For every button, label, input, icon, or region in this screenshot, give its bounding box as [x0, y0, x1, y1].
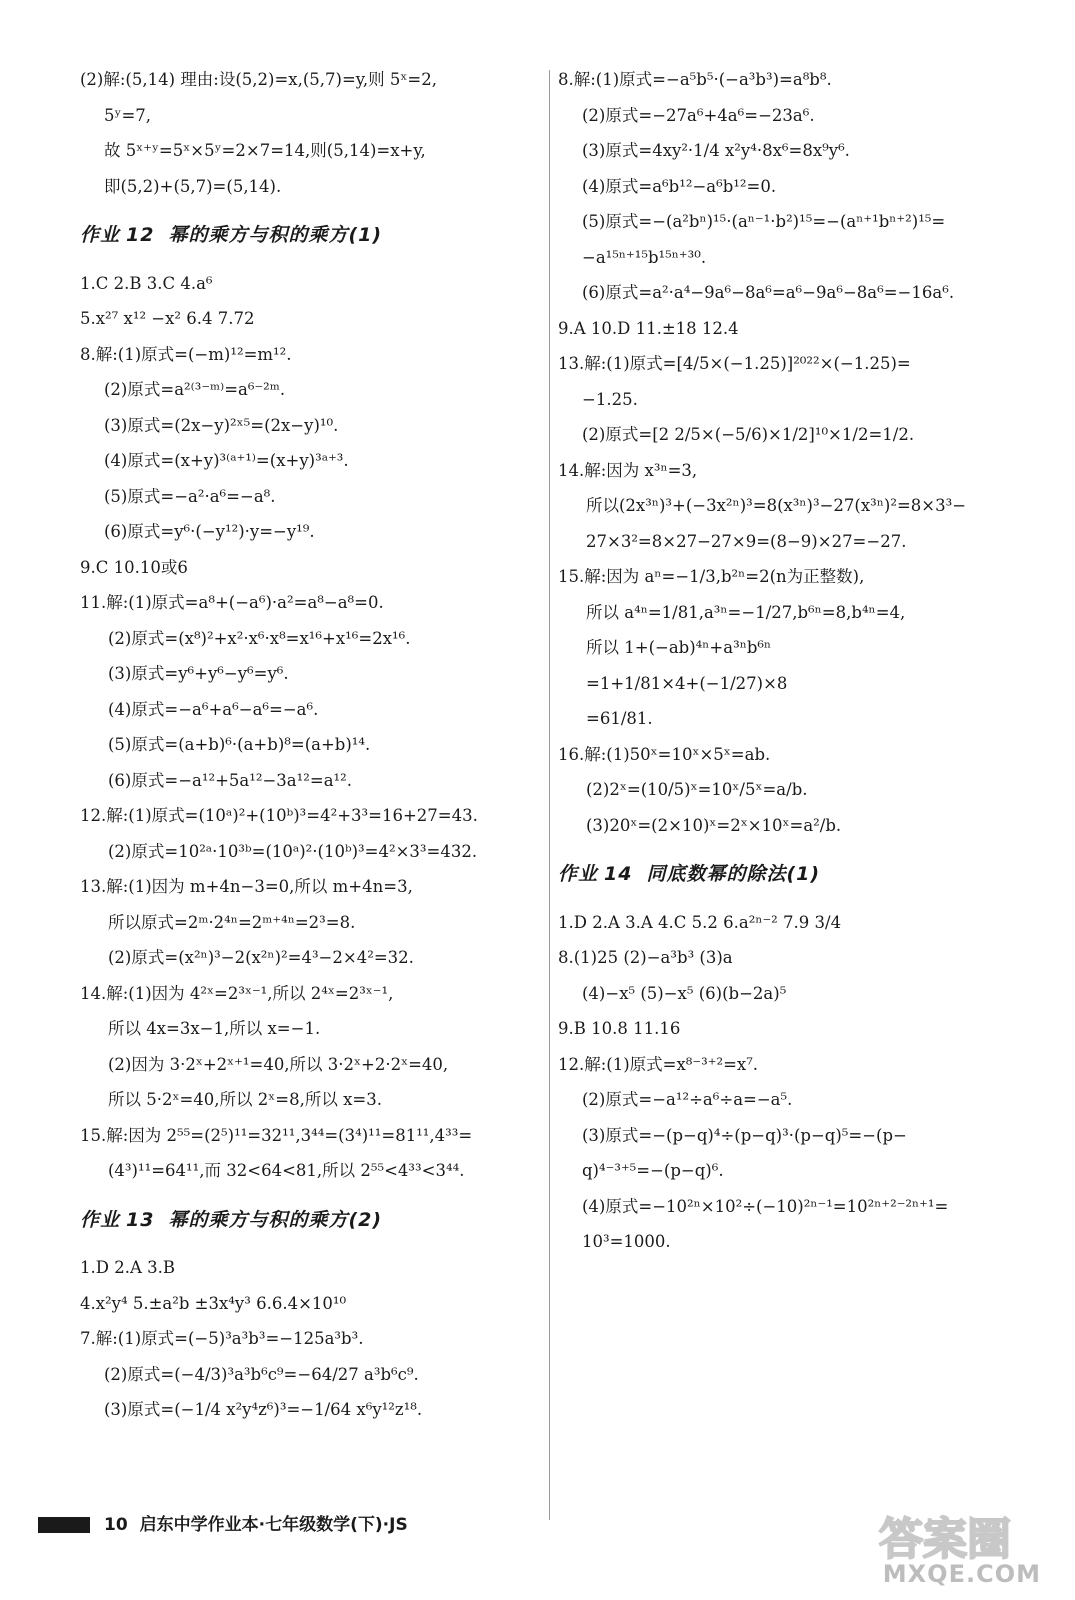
answer-line: 8.解:(1)原式=(−m)¹²=m¹².	[80, 344, 292, 364]
answer-line: 1.C 2.B 3.C 4.a⁶	[80, 273, 213, 293]
section-heading-14	[558, 857, 1028, 893]
answer-line: (2)原式=−a¹²÷a⁶÷a=−a⁵.	[582, 1090, 793, 1109]
section-title: 同底数幂的除法(1)	[646, 863, 821, 885]
section-heading-12	[80, 218, 550, 254]
answer-line: 14.解:因为 x³ⁿ=3,	[558, 460, 698, 480]
answer-line: 1.D 2.A 3.A 4.C 5.2 6.a²ⁿ⁻² 7.9 3/4	[558, 912, 842, 932]
answer-line: 9.B 10.8 11.16	[558, 1019, 681, 1038]
answer-line: 故 5ˣ⁺ʸ=5ˣ×5ʸ=2×7=14,则(5,14)=x+y,	[104, 141, 426, 160]
left-column	[80, 62, 550, 1428]
answer-line: 5.x²⁷ x¹² −x² 6.4 7.72	[80, 309, 255, 328]
answer-line: 4.x²y⁴ 5.±a²b ±3x⁴y³ 6.6.4×10¹⁰	[80, 1293, 347, 1313]
answer-line: 所以 1+(−ab)⁴ⁿ+a³ⁿb⁶ⁿ	[586, 638, 772, 657]
answer-line: (4)原式=−a⁶+a⁶−a⁶=−a⁶.	[108, 699, 319, 719]
answer-line: (3)原式=4xy²·1/4 x²y⁴·8x⁶=8x⁹y⁶.	[582, 141, 850, 160]
column-divider	[549, 70, 550, 1520]
answer-line: 所以原式=2ᵐ·2⁴ⁿ=2ᵐ⁺⁴ⁿ=2³=8.	[108, 912, 356, 932]
watermark-logo-text: 答案圈	[879, 1514, 1011, 1565]
answer-line: =1+1/81×4+(−1/27)×8	[586, 673, 788, 693]
section-heading-13	[80, 1203, 550, 1239]
answer-line: 5ʸ=7,	[104, 105, 152, 125]
answer-line: 所以 a⁴ⁿ=1/81,a³ⁿ=−1/27,b⁶ⁿ=8,b⁴ⁿ=4,	[586, 602, 906, 622]
answer-line: 9.A 10.D 11.±18 12.4	[558, 318, 739, 338]
answer-line: (5)原式=−(a²bⁿ)¹⁵·(aⁿ⁻¹·b²)¹⁵=−(aⁿ⁺¹bⁿ⁺²)¹⁵=	[582, 212, 946, 231]
answer-line: (2)因为 3·2ˣ+2ˣ⁺¹=40,所以 3·2ˣ+2·2ˣ=40,	[108, 1054, 449, 1074]
answer-line: (2)解:(5,14) 理由:设(5,2)=x,(5,7)=y,则 5ˣ=2,	[80, 70, 437, 89]
answer-line: 14.解:(1)因为 4²ˣ=2³ˣ⁻¹,所以 2⁴ˣ=2³ˣ⁻¹,	[80, 983, 394, 1003]
answer-line: 12.解:(1)原式=x⁸⁻³⁺²=x⁷.	[558, 1054, 759, 1074]
section-number: 13	[126, 1208, 155, 1231]
answer-line: (3)原式=y⁶+y⁶−y⁶=y⁶.	[108, 664, 289, 683]
answer-line: q)⁴⁻³⁺⁵=−(p−q)⁶.	[582, 1161, 724, 1180]
section-title: 幂的乘方与积的乘方(2)	[168, 1208, 383, 1231]
answer-line: 15.解:因为 2⁵⁵=(2⁵)¹¹=32¹¹,3⁴⁴=(3⁴)¹¹=81¹¹,4³³=	[80, 1125, 473, 1145]
right-column	[558, 62, 1028, 1260]
book-title: 启东中学作业本·七年级数学(下)·JS	[139, 1515, 408, 1535]
answer-line: (3)20ˣ=(2×10)ˣ=2ˣ×10ˣ=a²/b.	[586, 815, 842, 835]
answer-line: (2)原式=(−4/3)³a³b⁶c⁹=−64/27 a³b⁶c⁹.	[104, 1364, 419, 1384]
answer-line: (2)原式=[2 2/5×(−5/6)×1/2]¹⁰×1/2=1/2.	[582, 425, 915, 444]
answer-line: (4)−x⁵ (5)−x⁵ (6)(b−2a)⁵	[582, 983, 787, 1003]
section-number: 12	[126, 224, 155, 246]
section-label: 作业	[80, 224, 121, 246]
answer-line: 13.解:(1)因为 m+4n−3=0,所以 m+4n=3,	[80, 877, 413, 896]
answer-line: (4)原式=−10²ⁿ×10²÷(−10)²ⁿ⁻¹=10²ⁿ⁺²⁻²ⁿ⁺¹=	[582, 1196, 949, 1216]
answer-line: (5)原式=−a²·a⁶=−a⁸.	[104, 486, 276, 506]
answer-line: (6)原式=a²·a⁴−9a⁶−8a⁶=a⁶−9a⁶−8a⁶=−16a⁶.	[582, 283, 955, 302]
answer-line: 13.解:(1)原式=[4/5×(−1.25)]²⁰²²×(−1.25)=	[558, 354, 911, 373]
answer-line: (4)原式=(x+y)³⁽ᵃ⁺¹⁾=(x+y)³ᵃ⁺³.	[104, 451, 349, 470]
answer-line: 所以(2x³ⁿ)³+(−3x²ⁿ)³=8(x³ⁿ)³−27(x³ⁿ)²=8×3³−	[586, 496, 967, 515]
answer-line: 所以 5·2ˣ=40,所以 2ˣ=8,所以 x=3.	[108, 1090, 382, 1109]
page-number: 10	[104, 1515, 128, 1535]
footer-bar	[38, 1517, 90, 1533]
answer-line: 8.解:(1)原式=−a⁵b⁵·(−a³b³)=a⁸b⁸.	[558, 70, 832, 89]
answer-line: (4)原式=a⁶b¹²−a⁶b¹²=0.	[582, 176, 777, 196]
answer-line: =61/81.	[586, 709, 653, 728]
answer-line: 9.C 10.10或6	[80, 557, 188, 577]
answer-line: 27×3²=8×27−27×9=(8−9)×27=−27.	[586, 531, 907, 551]
answer-line: (2)原式=10²ᵃ·10³ᵇ=(10ᵃ)²·(10ᵇ)³=4²×3³=432.	[108, 841, 478, 861]
answer-line: −1.25.	[582, 389, 638, 409]
answer-line: (3)原式=(2x−y)²ˣ⁵=(2x−y)¹⁰.	[104, 415, 339, 435]
answer-line: (2)原式=−27a⁶+4a⁶=−23a⁶.	[582, 105, 815, 125]
page-footer	[38, 1510, 408, 1535]
answer-line: (4³)¹¹=64¹¹,而 32<64<81,所以 2⁵⁵<4³³<3⁴⁴.	[108, 1161, 465, 1180]
answer-line: 15.解:因为 aⁿ=−1/3,b²ⁿ=2(n为正整数),	[558, 567, 865, 586]
answer-line: (5)原式=(a+b)⁶·(a+b)⁸=(a+b)¹⁴.	[108, 735, 371, 754]
answer-line: (2)原式=a²⁽³⁻ᵐ⁾=a⁶⁻²ᵐ.	[104, 380, 286, 399]
answer-line: (3)原式=−(p−q)⁴÷(p−q)³·(p−q)⁵=−(p−	[582, 1125, 907, 1145]
answer-line: 所以 4x=3x−1,所以 x=−1.	[108, 1019, 321, 1038]
answer-line: 1.D 2.A 3.B	[80, 1258, 175, 1277]
answer-line: (2)2ˣ=(10/5)ˣ=10ˣ/5ˣ=a/b.	[586, 780, 808, 799]
section-number: 14	[604, 863, 633, 885]
section-title: 幂的乘方与积的乘方(1)	[168, 224, 383, 246]
answer-line: 16.解:(1)50ˣ=10ˣ×5ˣ=ab.	[558, 744, 771, 764]
answer-line: 12.解:(1)原式=(10ᵃ)²+(10ᵇ)³=4²+3³=16+27=43.	[80, 806, 478, 825]
section-label: 作业	[558, 863, 599, 885]
answer-line: 11.解:(1)原式=a⁸+(−a⁶)·a²=a⁸−a⁸=0.	[80, 593, 384, 612]
answer-line: 10³=1000.	[582, 1232, 671, 1251]
section-label: 作业	[80, 1208, 121, 1231]
answer-line: (6)原式=y⁶·(−y¹²)·y=−y¹⁹.	[104, 522, 315, 541]
answer-line: (2)原式=(x⁸)²+x²·x⁶·x⁸=x¹⁶+x¹⁶=2x¹⁶.	[108, 628, 411, 648]
answer-line: 即(5,2)+(5,7)=(5,14).	[104, 176, 282, 196]
watermark-site: MXQE.COM	[882, 1560, 1041, 1588]
answer-line: 8.(1)25 (2)−a³b³ (3)a	[558, 948, 733, 967]
answer-line: 7.解:(1)原式=(−5)³a³b³=−125a³b³.	[80, 1329, 364, 1348]
answer-line: (6)原式=−a¹²+5a¹²−3a¹²=a¹².	[108, 770, 353, 790]
answer-line: −a¹⁵ⁿ⁺¹⁵b¹⁵ⁿ⁺³⁰.	[582, 247, 707, 267]
answer-line: (3)原式=(−1/4 x²y⁴z⁶)³=−1/64 x⁶y¹²z¹⁸.	[104, 1400, 423, 1419]
answer-line: (2)原式=(x²ⁿ)³−2(x²ⁿ)²=4³−2×4²=32.	[108, 948, 414, 967]
